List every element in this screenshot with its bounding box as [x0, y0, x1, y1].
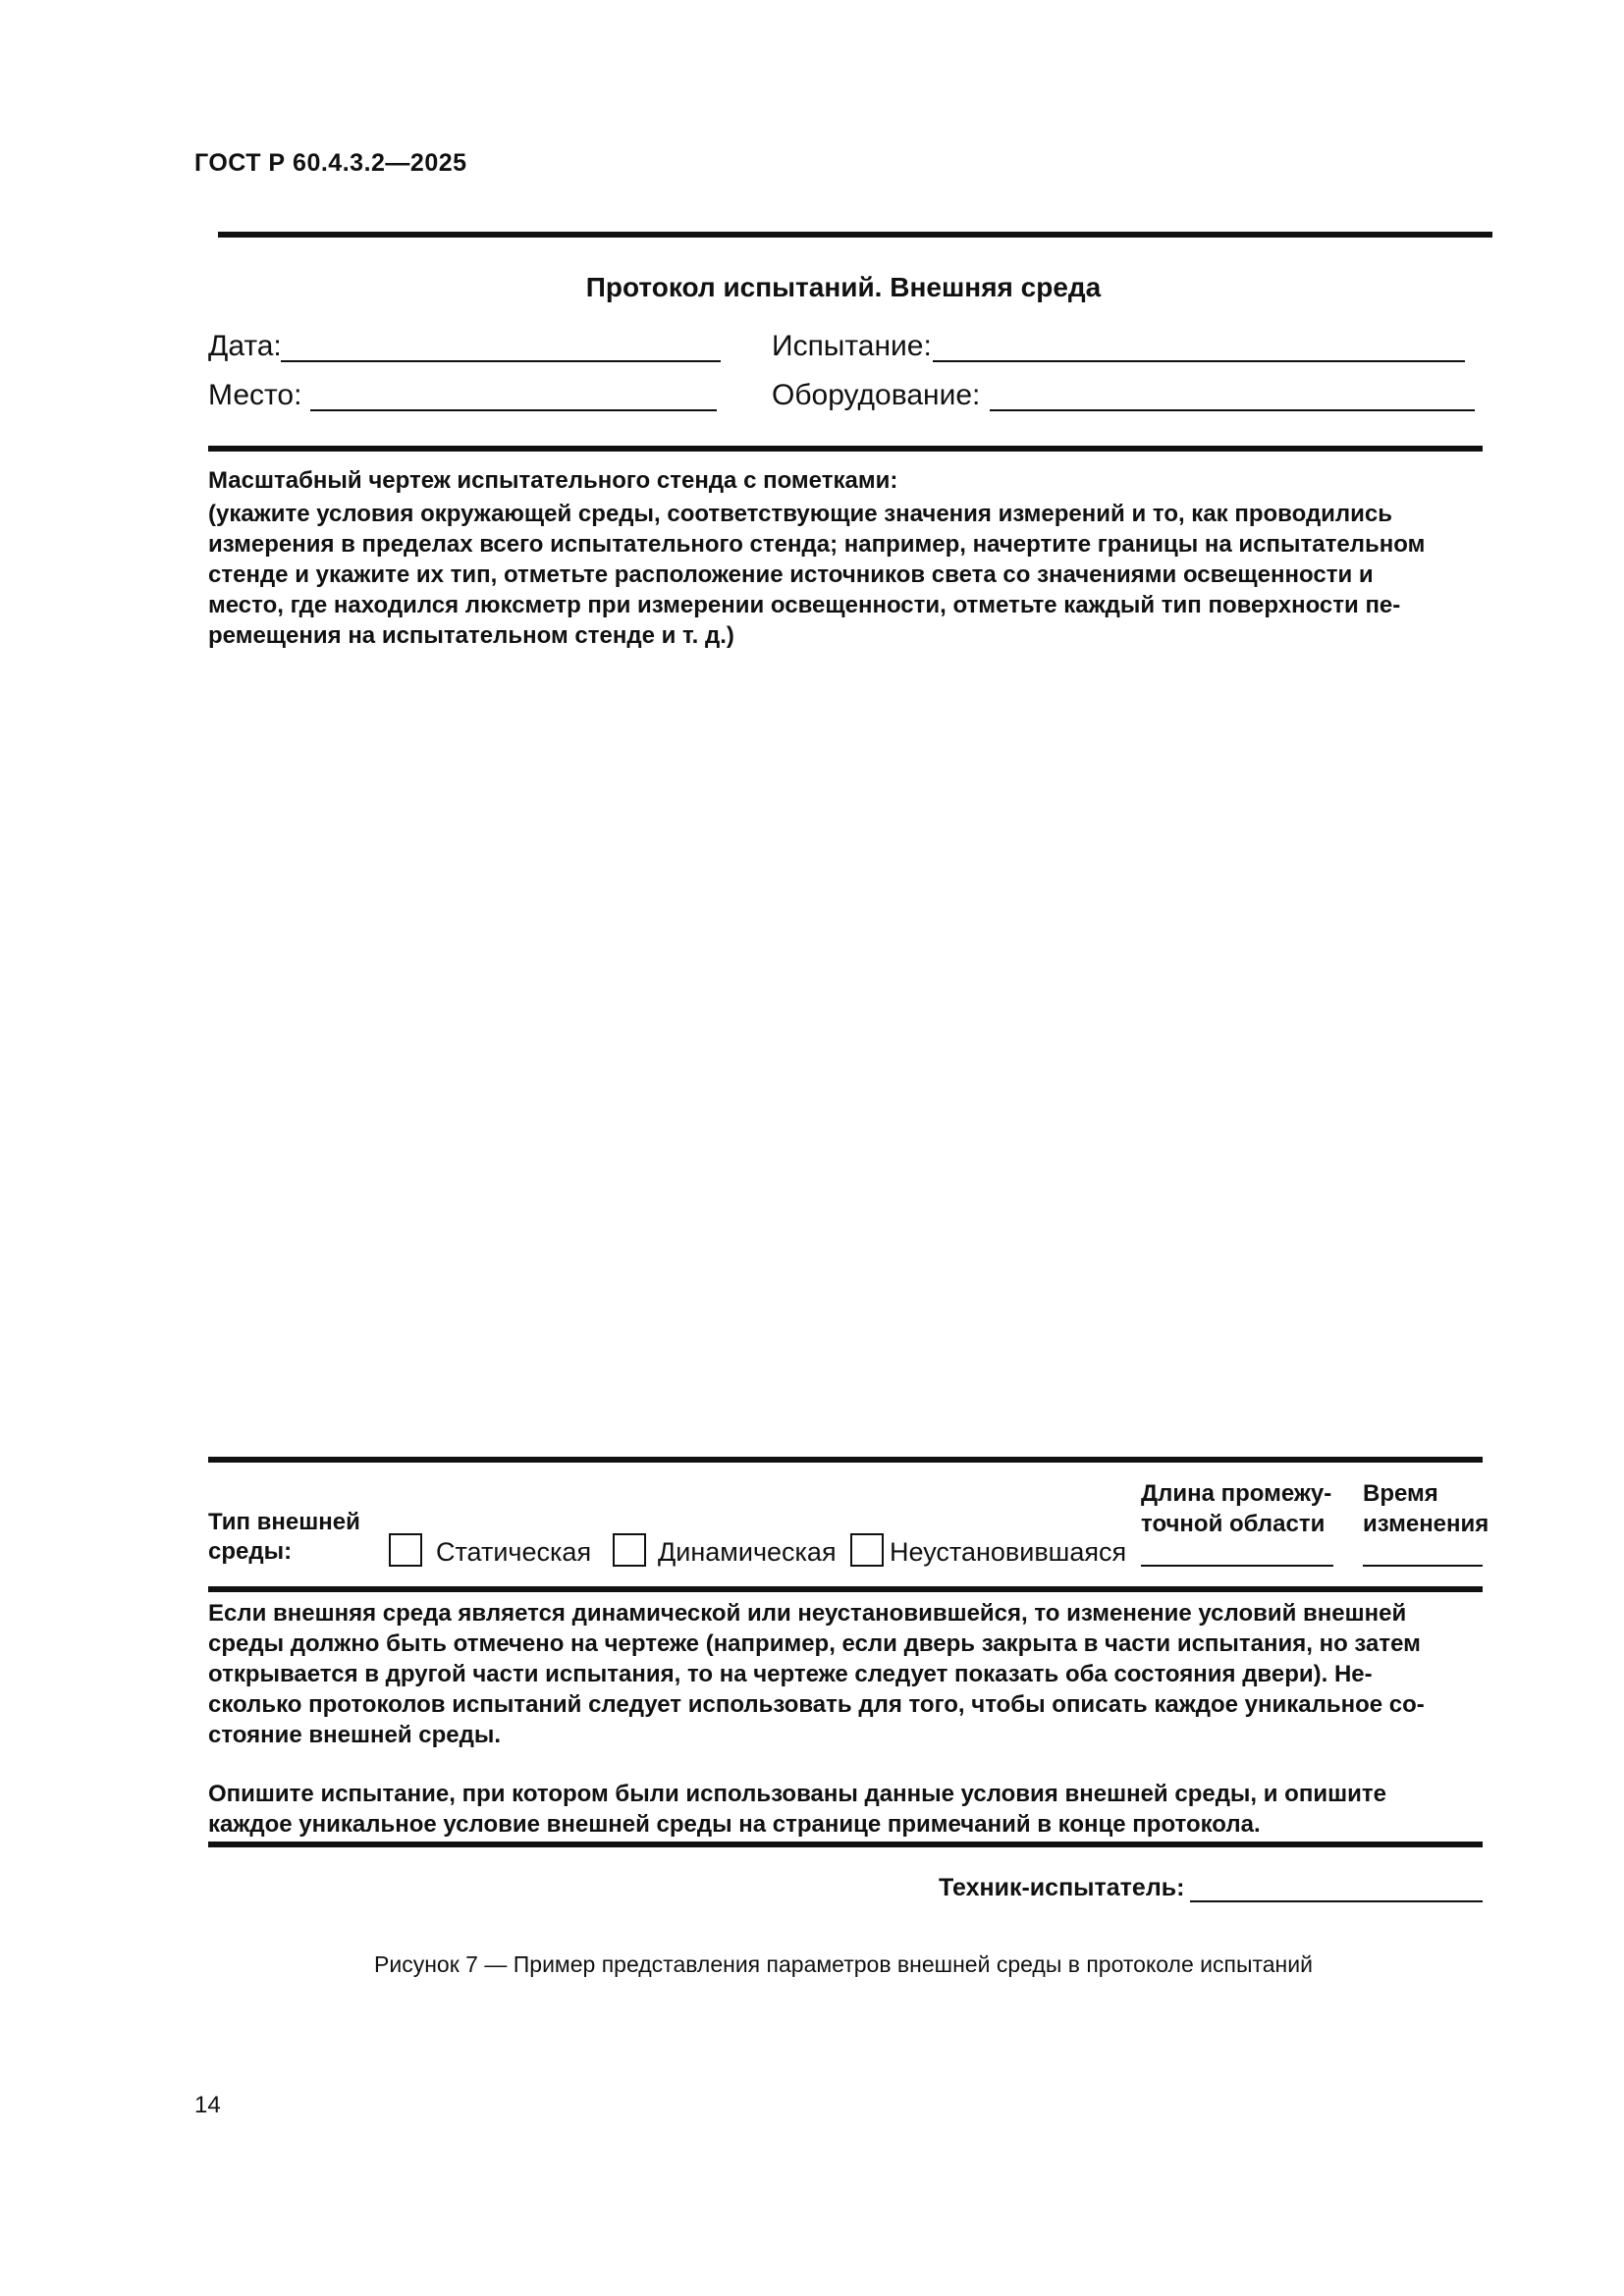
- instruction-line: место, где находился люксметр при измерении освещенности, отметьте каждый тип поверхности пе-: [208, 592, 1401, 618]
- instruction-line: ремещения на испытательном стенде и т. д.): [208, 622, 734, 649]
- date-label: Дата:: [208, 330, 282, 362]
- instruction-line: стенде и укажите их тип, отметьте расположение источников света со значениями освещенности и: [208, 561, 1374, 588]
- option-dynamic-label: Динамическая: [658, 1537, 837, 1567]
- dynamic-note: [208, 1598, 1494, 1750]
- place-field[interactable]: [310, 409, 717, 411]
- checkbox-static[interactable]: [389, 1533, 422, 1567]
- instruction-line: измерения в пределах всего испытательного стенда; например, начертите границы на испытательном: [208, 531, 1426, 558]
- environment-rule-top: [208, 1457, 1483, 1463]
- test-label: Испытание:: [772, 330, 932, 362]
- checkbox-dynamic[interactable]: [613, 1533, 646, 1567]
- change-time-field[interactable]: [1363, 1565, 1483, 1567]
- drawing-heading: Масштабный чертеж испытательного стенда с пометками:: [208, 467, 898, 494]
- place-label: Место:: [208, 379, 302, 411]
- drawing-instructions: [208, 499, 1494, 651]
- option-static-label: Статическая: [436, 1537, 592, 1567]
- date-field[interactable]: [281, 360, 721, 362]
- intermediate-length-line1: Длина промежу-: [1141, 1480, 1332, 1507]
- environment-type-label-line2: среды:: [208, 1538, 293, 1565]
- equipment-label: Оборудование:: [772, 379, 981, 411]
- fields-rule: [208, 446, 1483, 452]
- note-line: Если внешняя среда является динамической или неустановившейся, то изменение условий внешней: [208, 1600, 1407, 1627]
- note-line: среды должно быть отмечено на чертеже (например, если дверь закрыта в части испытания, но затем: [208, 1630, 1421, 1657]
- technician-rule: [208, 1842, 1483, 1847]
- note-line: сколько протоколов испытаний следует использовать для того, чтобы описать каждое уникальное со-: [208, 1691, 1425, 1718]
- environment-type-label-line1: Тип внешней: [208, 1509, 360, 1535]
- test-field[interactable]: [933, 360, 1465, 362]
- environment-type-label: [208, 1508, 360, 1567]
- instruction-line: (укажите условия окружающей среды, соответствующие значения измерений и то, как проводились: [208, 501, 1393, 527]
- describe-line: Опишите испытание, при котором были использованы данные условия внешней среды, и опишите: [208, 1781, 1386, 1807]
- form-title: Протокол испытаний. Внешняя среда: [585, 272, 1102, 302]
- intermediate-length-label: [1141, 1478, 1331, 1539]
- change-time-line2: изменения: [1363, 1511, 1489, 1537]
- top-rule: [218, 232, 1492, 238]
- option-unsteady-label: Неустановившаяся: [890, 1537, 1127, 1567]
- describe-note: [208, 1779, 1494, 1840]
- document-header: ГОСТ Р 60.4.3.2—2025: [194, 149, 467, 177]
- note-line: открывается в другой части испытания, то на чертеже следует показать оба состояния двери). Не-: [208, 1661, 1373, 1687]
- environment-rule-bottom: [208, 1586, 1483, 1592]
- intermediate-length-field[interactable]: [1141, 1565, 1333, 1567]
- page-number: 14: [194, 2092, 221, 2118]
- note-line: стояние внешней среды.: [208, 1722, 502, 1748]
- drawing-area[interactable]: [208, 667, 1483, 1453]
- change-time-label: [1363, 1478, 1489, 1539]
- describe-line: каждое уникальное условие внешней среды на странице примечаний в конце протокола.: [208, 1811, 1261, 1838]
- change-time-line1: Время: [1363, 1480, 1438, 1507]
- technician-field[interactable]: [1190, 1900, 1483, 1902]
- checkbox-unsteady[interactable]: [850, 1533, 884, 1567]
- figure-caption: Рисунок 7 — Пример представления параметров внешней среды в протоколе испытаний: [374, 1951, 1313, 1977]
- technician-label: Техник-испытатель:: [939, 1874, 1185, 1901]
- intermediate-length-line2: точной области: [1141, 1511, 1326, 1537]
- equipment-field[interactable]: [990, 409, 1475, 411]
